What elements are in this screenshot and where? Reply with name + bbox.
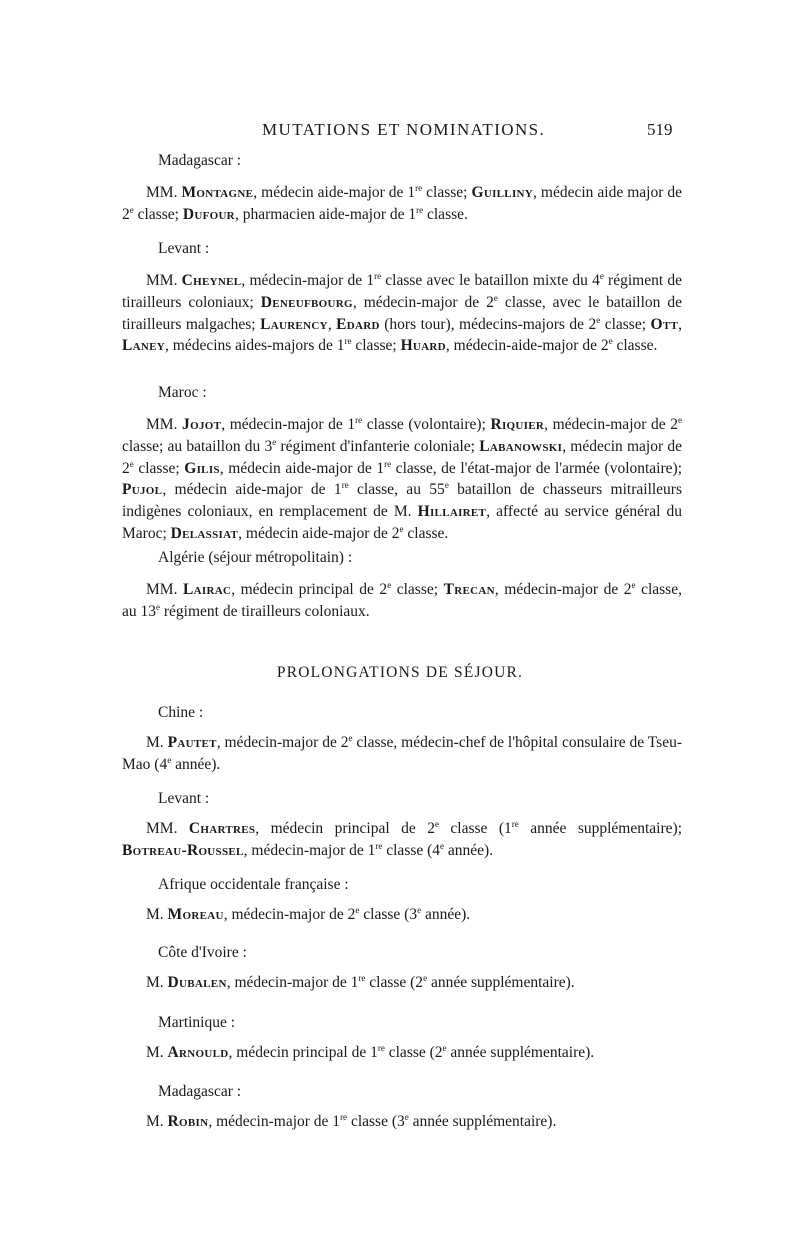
paragraph: M. Pautet, médecin-major de 2e classe, médecin-chef de l'hôpital consulaire de Tseu-Mao (4e année). <box>122 732 683 773</box>
location-heading: Algérie (séjour métropolitain) : <box>158 549 353 566</box>
section-maroc <box>122 384 682 545</box>
section-martinique <box>122 1014 682 1064</box>
location-heading: Madagascar : <box>158 152 242 169</box>
section-cote-ivoire <box>122 944 682 994</box>
section-madagascar <box>122 152 682 226</box>
paragraph: M. Moreau, médecin-major de 2e classe (3e année). <box>146 904 471 923</box>
paragraph: MM. Chartres, médecin principal de 2e classe (1re année supplémentaire); Botreau-Roussel, médecin-major de 1re classe (4e année). <box>122 818 682 859</box>
section-madagascar-prolongation <box>122 1083 682 1133</box>
paragraph: MM. Cheynel, médecin-major de 1re classe avec le bataillon mixte du 4e régiment de tirailleurs coloniaux; Deneufbourg, médecin-major de 2e classe, avec le bataillon de tirailleurs malgaches; Laurency, Edard (hors tour), médecins-majors de 2e classe; Ott, Laney, médecins aides-majors de 1re classe; Huard, médecin-aide-major de 2e classe. <box>122 270 683 355</box>
paragraph: MM. Lairac, médecin principal de 2e classe; Trecan, médecin-major de 2e classe, au 13e régiment de tirailleurs coloniaux. <box>122 579 682 620</box>
section-afrique <box>122 876 682 926</box>
location-heading: Côte d'Ivoire : <box>158 944 247 961</box>
section-heading: PROLONGATIONS DE SÉJOUR. <box>276 664 524 681</box>
section-levant <box>122 240 682 357</box>
running-header <box>0 120 800 142</box>
location-heading: Levant : <box>158 790 210 807</box>
page-number: 519 <box>647 120 673 139</box>
location-heading: Chine : <box>158 704 204 721</box>
section-levant-prolongation <box>122 790 682 862</box>
section-algerie <box>122 549 682 623</box>
location-heading: Afrique occidentale française : <box>158 876 349 893</box>
location-heading: Maroc : <box>158 384 207 401</box>
paragraph: MM. Jojot, médecin-major de 1re classe (volontaire); Riquier, médecin-major de 2e classe; au bataillon du 3e régiment d'infanterie coloniale; Labanowski, médecin major de 2e classe; Gilis, médecin aide-major de 1re classe, de l'état-major de l'armée (volontaire); Pujol, médecin aide-major de 1re classe, au 55e bataillon de chasseurs mitrailleurs indigènes coloniaux, en remplacement de M. Hillairet, affecté au service général du Maroc; Delassiat, médecin aide-major de 2e classe. <box>122 414 683 542</box>
paragraph: MM. Montagne, médecin aide-major de 1re classe; Guilliny, médecin aide major de 2e classe; Dufour, pharmacien aide-major de 1re classe. <box>122 182 682 223</box>
location-heading: Madagascar : <box>158 1083 242 1100</box>
paragraph: M. Arnould, médecin principal de 1re classe (2e année supplémentaire). <box>146 1042 595 1061</box>
paragraph: M. Robin, médecin-major de 1re classe (3e année supplémentaire). <box>146 1111 557 1130</box>
paragraph: M. Dubalen, médecin-major de 1re classe (2e année supplémentaire). <box>146 972 575 991</box>
location-heading: Levant : <box>158 240 210 257</box>
location-heading: Martinique : <box>158 1014 236 1031</box>
header-title: MUTATIONS ET NOMINATIONS. <box>262 120 546 139</box>
section-chine <box>122 704 682 776</box>
